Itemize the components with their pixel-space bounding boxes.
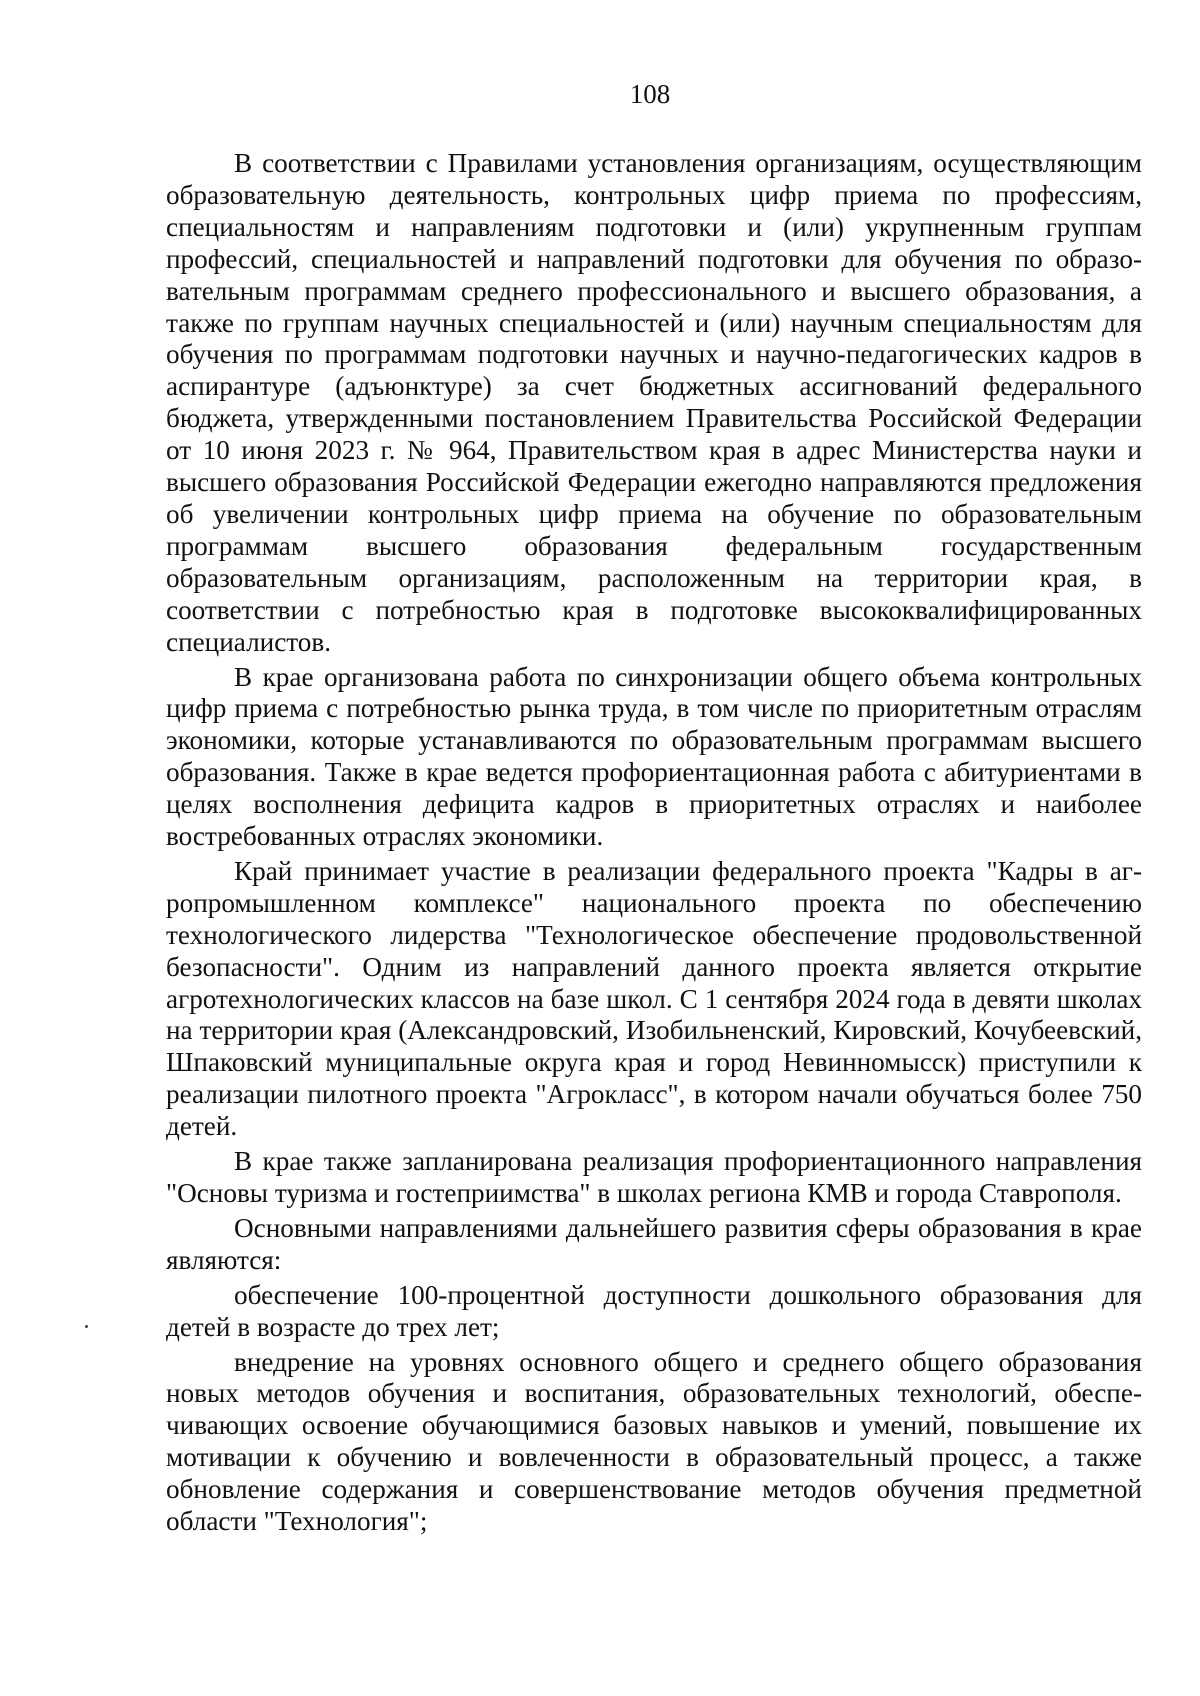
scan-speck (85, 1325, 88, 1328)
paragraph-new-teaching-methods: внедрение на уровнях основного общего и среднего общего образования новых методов обучения и воспитания, образовательных технологий, обеспечивающих освоение обучающимися базовых навыков и умений, повышение их мотивации к обучению и вовлеченности в образовательный процесс, а также обновление содержания и совершенствование методов обучения предметной области "Технология"; (166, 1346, 1142, 1537)
paragraph-main-directions: Основными направлениями дальнейшего развития сферы образования в крае являются: (166, 1212, 1142, 1275)
paragraph-agro-personnel-project: Край принимает участие в реализации федерального проекта "Кадры в агропромышленном комплексе" национального проекта по обеспечению технологического лидерства "Технологическое обеспечение продовольственной безопасности". Одним из направлений данного проекта является открытие агротехнологических классов на базе школ. С 1 сентября 2024 года в девяти школах на территории края (Александровский, Изобильненский, Кировский, Кочубеевский, Шпаковский муниципальные округа края и город Невинномысск) приступили к реализации пилотного проекта "Агрокласс", в котором начали обучаться более 750 детей. (166, 855, 1142, 1142)
paragraph-preschool-access: обеспечение 100-процентной доступности дошкольного образования для детей в возрасте до трех лет; (166, 1279, 1142, 1342)
document-body (166, 148, 1142, 1538)
paragraph-labor-market-sync: В крае организована работа по синхронизации общего объема контрольных цифр приема с потребностью рынка труда, в том числе по приоритетным отраслям экономики, которые устанавливаются по образовательным программам высшего образования. Также в крае ведется профориентационная работа с абитуриентами в целях восполнения дефицита кадров в приоритетных отраслях и наиболее востребованных отраслях экономики. (166, 661, 1142, 852)
paragraph-admission-rules: В соответствии с Правилами установления организациям, осуществляющим образовательную деятельность, контрольных цифр приема по профессиям, специальностям и направлениям подготовки и (или) укрупненным группам профессий, специальностей и направлений подготовки для обучения по образовательным программам среднего профессионального и высшего образования, а также по группам научных специальностей и (или) научным специальностям для обучения по программам подготовки научных и научно-педагогических кадров в аспирантуре (адъюнктуре) за счет бюджетных ассигнований федерального бюджета, утвержденными постановлением Правительства Российской Федерации от 10 июня 2023 г. № 964, Правительством края в адрес Министерства науки и высшего образования Российской Федерации ежегодно направляются предложения об увеличении контрольных цифр приема на обучение по образовательным программам высшего образования федеральным государственным образовательным организациям, расположенным на территории края, в соответствии с потребностью края в подготовке высококвалифицированных специалистов. (166, 148, 1142, 657)
page-number: 108 (629, 79, 671, 109)
paragraph-tourism-direction: В крае также запланирована реализация профориентационного направления "Основы туризма и гостеприимства" в школах региона КМВ и города Ставрополя. (166, 1146, 1142, 1208)
